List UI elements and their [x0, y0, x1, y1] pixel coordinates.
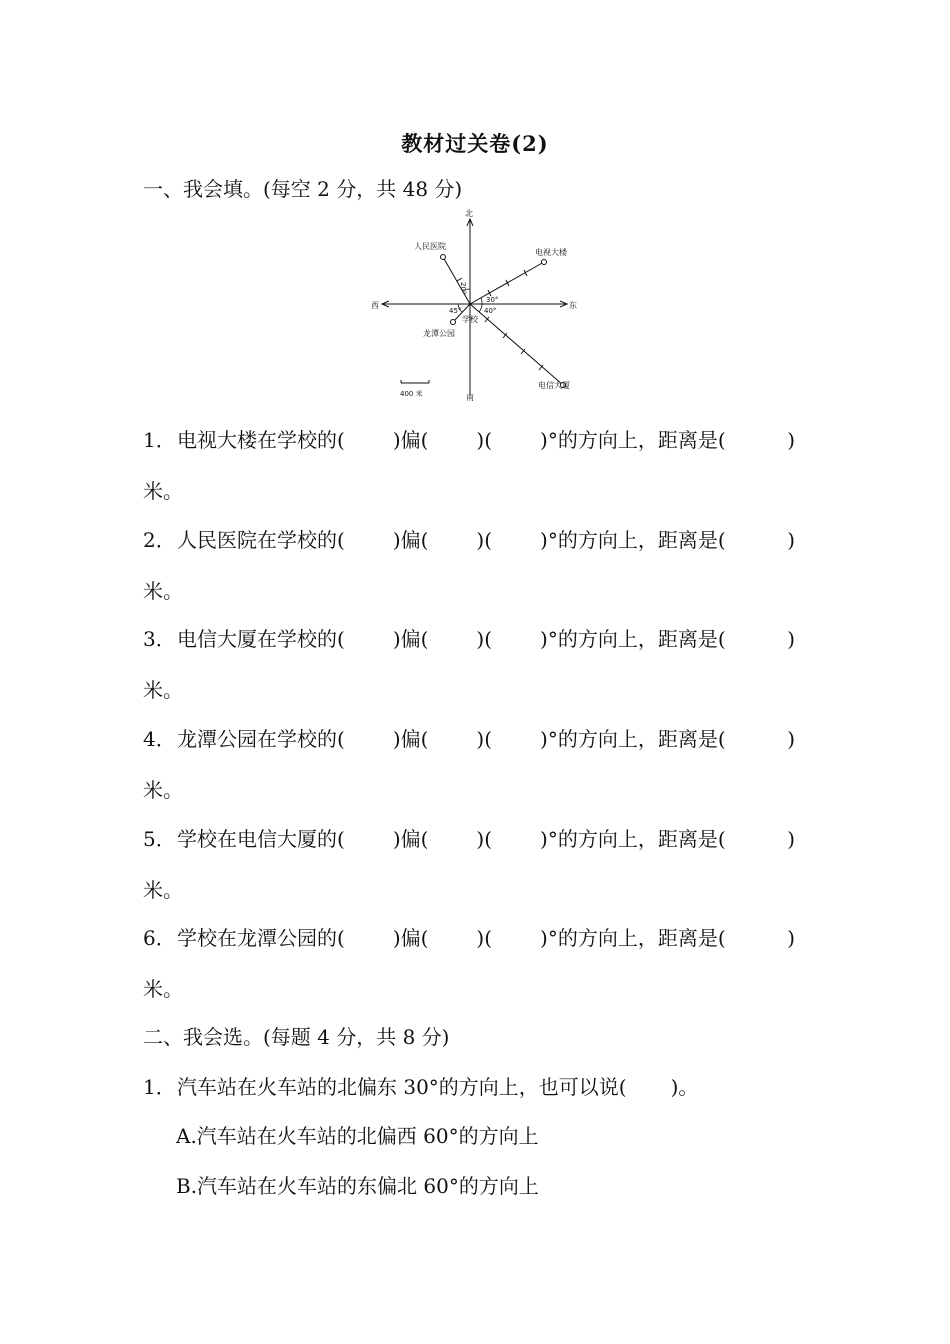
question-2	[143, 526, 803, 554]
question-fragment: )偏(	[392, 926, 429, 950]
question-number: 6．	[143, 926, 176, 950]
question-fragment: )(	[476, 627, 493, 651]
park-point	[451, 320, 456, 325]
question-fragment: )偏(	[392, 627, 429, 651]
hospital-label: 人民医院	[414, 242, 446, 251]
question-5-unit: 米。	[143, 878, 183, 902]
question-2-unit: 米。	[143, 579, 183, 603]
question-4	[143, 725, 803, 753]
question-4-unit: 米。	[143, 778, 183, 802]
direction-diagram	[360, 205, 590, 401]
question-fragment: )°的方向上，距离是(	[540, 827, 726, 851]
page-title: 教材过关卷(2)	[401, 131, 549, 156]
question-fragment: )(	[476, 727, 493, 751]
question-end: )	[787, 627, 795, 651]
line-hospital	[443, 257, 470, 304]
question-fragment: )°的方向上，距离是(	[540, 428, 726, 452]
question-end: )	[787, 926, 795, 950]
question-stem: 人民医院在学校的(	[177, 528, 345, 552]
section1-heading: 一、我会填。(每空 2 分，共 48 分)	[143, 177, 463, 201]
question-stem: 龙潭公园在学校的(	[177, 727, 345, 751]
south-label: 南	[466, 393, 474, 401]
park-label: 龙潭公园	[423, 329, 455, 338]
question-number: 3．	[143, 627, 176, 651]
east-label: 东	[569, 301, 577, 310]
question-number: 2．	[143, 528, 176, 552]
choice-question-1	[143, 1073, 803, 1101]
question-fragment: )°的方向上，距离是(	[540, 528, 726, 552]
question-end: )	[787, 827, 795, 851]
question-3	[143, 625, 803, 653]
question-fragment: )偏(	[392, 528, 429, 552]
question-number: 4．	[143, 727, 176, 751]
question-stem: 电信大厦在学校的(	[177, 627, 345, 651]
question-fragment: )°的方向上，距离是(	[540, 926, 726, 950]
tv-tower-point	[542, 260, 547, 265]
question-stem: 学校在龙潭公园的(	[177, 926, 345, 950]
question-fragment: )(	[476, 428, 493, 452]
question-end: )	[787, 428, 795, 452]
question-stem: 汽车站在火车站的北偏东 30°的方向上，也可以说(	[177, 1075, 627, 1099]
angle-30-label: 30°	[486, 296, 499, 304]
north-label: 北	[465, 209, 473, 218]
option-b[interactable]: B.汽车站在火车站的东偏北 60°的方向上	[176, 1174, 539, 1198]
angle-20-label: 20°	[459, 282, 467, 295]
question-fragment: )°的方向上，距离是(	[540, 727, 726, 751]
west-label: 西	[371, 301, 379, 310]
question-fragment: )(	[476, 926, 493, 950]
question-fragment: )(	[476, 827, 493, 851]
question-number: 1．	[143, 428, 176, 452]
option-a[interactable]: A.汽车站在火车站的北偏西 60°的方向上	[176, 1124, 539, 1148]
question-number: 1．	[143, 1075, 176, 1099]
question-1-unit: 米。	[143, 479, 183, 503]
question-fragment: )偏(	[392, 428, 429, 452]
question-fragment: )偏(	[392, 727, 429, 751]
question-fragment: )°的方向上，距离是(	[540, 627, 726, 651]
scale-label: 400 米	[400, 390, 423, 398]
question-stem: 学校在电信大厦的(	[177, 827, 345, 851]
question-6-unit: 米。	[143, 977, 183, 1001]
angle-40-label: 40°	[484, 307, 497, 315]
angle-45-label: 45°	[449, 307, 462, 315]
arc-30	[481, 298, 482, 304]
question-end: )	[787, 727, 795, 751]
arc-40	[479, 304, 482, 312]
line-telecom	[470, 304, 563, 385]
question-end: )。	[670, 1075, 699, 1099]
question-end: )	[787, 528, 795, 552]
question-stem: 电视大楼在学校的(	[177, 428, 345, 452]
question-number: 5．	[143, 827, 176, 851]
question-fragment: )(	[476, 528, 493, 552]
tv-tower-label: 电视大楼	[535, 248, 567, 257]
question-1	[143, 426, 803, 454]
question-fragment: )偏(	[392, 827, 429, 851]
section2-heading: 二、我会选。(每题 4 分，共 8 分)	[143, 1025, 450, 1049]
question-5	[143, 825, 803, 853]
telecom-label: 电信大厦	[538, 381, 570, 390]
question-3-unit: 米。	[143, 678, 183, 702]
school-label: 学校	[462, 315, 478, 324]
hospital-point	[441, 255, 446, 260]
question-6	[143, 924, 803, 952]
scale-bar	[400, 380, 429, 398]
